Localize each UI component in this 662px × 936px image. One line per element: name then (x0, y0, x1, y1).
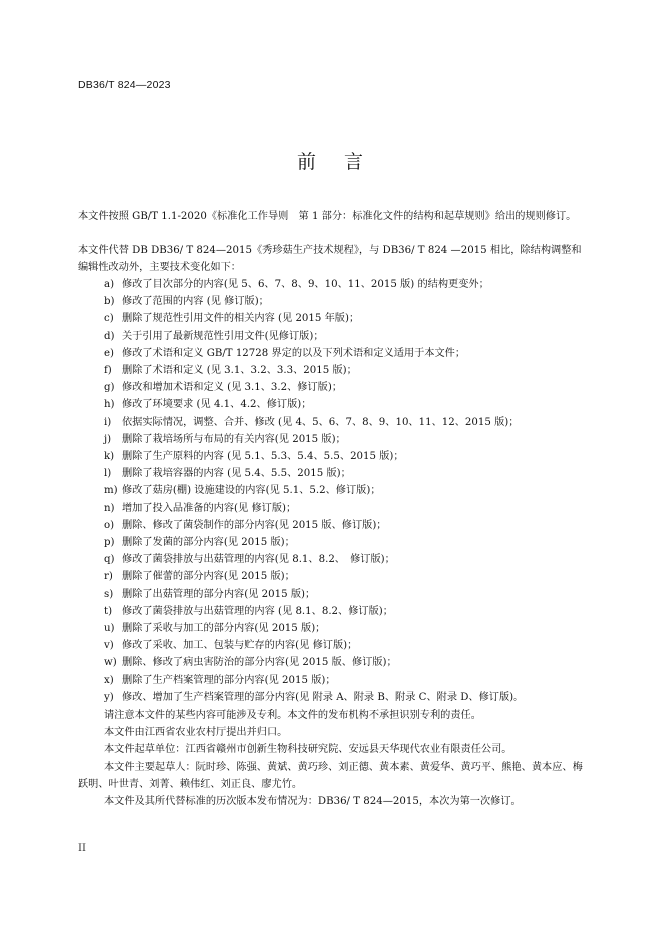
change-item-label: b) (104, 296, 115, 308)
change-item-label: l) (104, 468, 112, 480)
document-id: DB36/T 824—2023 (78, 79, 171, 91)
change-item-text: 修改了术语和定义 GB/T 12728 界定的以及下列术语和定义适用于本文件； (122, 347, 466, 359)
change-item-text: 修改了菇房(棚) 设施建设的内容(见 5.1、5.2、修订版)； (122, 485, 381, 497)
change-item-text: 依据实际情况，调整、合并、修改 (见 4、5、6、7、8、9、10、11、12、2015 版)； (122, 416, 519, 428)
change-item (104, 534, 590, 551)
change-item (104, 465, 590, 482)
change-item-text: 删除、修改了菌袋制作的部分内容(见 2015 版、修订版)； (122, 519, 387, 531)
change-item (104, 328, 590, 345)
change-item-text: 增加了投入品准备的内容(见 修订版)； (122, 502, 297, 514)
change-item-label: u) (104, 623, 115, 635)
change-item (104, 345, 590, 362)
change-item-text: 修改了范围的内容 (见 修订版)； (122, 296, 269, 308)
proposer-statement: 本文件由江西省农业农村厅提出并归口。 (104, 727, 288, 739)
change-item (104, 448, 590, 465)
change-item (104, 568, 590, 585)
change-item-text: 删除了采收与加工的部分内容(见 2015 版)； (122, 623, 326, 635)
change-item-text: 修改了环境要求 (见 4.1、4.2、修订版)； (122, 399, 312, 411)
change-item (104, 620, 590, 637)
change-item-label: e) (104, 347, 115, 359)
change-item-label: p) (104, 537, 115, 549)
change-item-label: x) (104, 674, 114, 686)
change-item-text: 删除了栽培场所与布局的有关内容(见 2015 版)； (122, 433, 346, 445)
change-item (104, 431, 590, 448)
page-title: 前言 (296, 151, 391, 173)
change-item-label: n) (104, 502, 115, 514)
change-item-label: f) (104, 365, 112, 377)
change-item-label: h) (104, 399, 115, 411)
change-item (104, 276, 590, 293)
change-item-label: q) (104, 554, 115, 566)
change-item-text: 删除了栽培容器的内容 (见 5.4、5.5、2015 版)； (122, 468, 351, 480)
change-item-text: 关于引用了最新规范性引用文件(见修订版)； (122, 330, 324, 342)
change-item-text: 修改、增加了生产档案管理的部分内容(见 附录 A、附录 B、附录 C、附录 D、修订版)。 (122, 691, 524, 703)
drafting-units: 本文件起草单位：江西省赣州市创新生物科技研究院、安远县天华现代农业有限责任公司。 (104, 744, 512, 756)
change-item (104, 414, 590, 431)
change-item-text: 修改了目次部分的内容(见 5、6、7、8、9、10、11、2015 版) 的结构更变外； (122, 279, 489, 290)
change-item-label: j) (104, 433, 112, 445)
change-item-label: d) (104, 330, 115, 342)
change-item-label: c) (104, 313, 114, 325)
change-item (104, 482, 590, 499)
change-item-label: i) (104, 416, 112, 428)
change-item (104, 672, 590, 689)
change-item (104, 551, 590, 568)
change-item-text: 修改了采收、加工、包装与贮存的内容(见 修订版)； (122, 640, 358, 652)
intro-paragraph-2: 本文件代替 DB DB36/ T 824—2015《秀珍菇生产技术规程》，与 DB36/ T 824 —2015 相比，除结构调整和编辑性改动外，主要技术变化如下： (78, 245, 582, 274)
change-item-text: 删除、修改了病虫害防治的部分内容(见 2015 版、修订版)； (122, 657, 397, 669)
page-number: II (78, 843, 86, 854)
change-item (104, 517, 590, 534)
change-item (104, 654, 590, 671)
change-item-label: r) (104, 571, 113, 583)
change-item (104, 637, 590, 654)
change-item-text: 修改了菌袋排放与出菇管理的内容 (见 8.1、8.2、修订版)； (122, 605, 393, 617)
change-item-label: t) (104, 605, 113, 617)
change-item-text: 删除了术语和定义 (见 3.1、3.2、3.3、2015 版)； (122, 365, 357, 377)
change-item-label: y) (104, 691, 114, 703)
change-item-text: 删除了生产档案管理的部分内容(见 2015 版)； (122, 674, 336, 686)
change-item-text: 删除了催蕾的部分内容(见 2015 版)； (122, 571, 295, 583)
change-item (104, 293, 590, 310)
change-item-text: 删除了规范性引用文件的相关内容 (见 2015 年版)； (122, 313, 360, 325)
change-item-text: 删除了生产原料的内容 (见 5.1、5.3、5.4、5.5、2015 版)； (122, 451, 404, 463)
drafters: 本文件主要起草人：阮时珍、陈强、黄斌、黄巧珍、刘正德、黄本素、黄爱华、黄巧平、熊艳、黄本应、梅跃明、叶世青、刘菁、赖伟红、刘正良、廖尤竹。 (78, 761, 583, 790)
change-item-label: w) (104, 657, 117, 669)
change-item-label: g) (104, 382, 115, 394)
change-item-label: v) (104, 640, 114, 652)
change-item (104, 310, 590, 327)
change-item-label: o) (104, 519, 115, 531)
change-item-label: k) (104, 451, 115, 463)
change-item (104, 379, 590, 396)
change-item (104, 362, 590, 379)
change-item-label: a) (104, 279, 115, 290)
change-item-label: s) (104, 588, 114, 600)
changes-list (104, 276, 590, 706)
change-item-label: m) (104, 485, 118, 497)
change-item (104, 586, 590, 603)
change-item-text: 删除了发菌的部分内容(见 2015 版)； (122, 537, 295, 549)
change-item-text: 删除了出菇管理的部分内容(见 2015 版)； (122, 588, 316, 600)
change-item-text: 修改了菌袋排放与出菇管理的内容(见 8.1、8.2、 修订版)； (122, 554, 395, 566)
closing-section (78, 707, 586, 810)
patent-notice: 请注意本文件的某些内容可能涉及专利。本文件的发布机构不承担识别专利的责任。 (104, 710, 481, 721)
change-item (104, 500, 590, 517)
intro-paragraph-1: 本文件按照 GB/T 1.1-2020《标准化工作导则 第 1 部分：标准化文件的结构和起草规则》给出的规则修订。 (78, 211, 577, 222)
change-item (104, 603, 590, 620)
version-history: 本文件及其所代替标准的历次版本发布情况为：DB36/ T 824—2015，本次为第一次修订。 (104, 796, 521, 808)
change-item (104, 396, 590, 413)
change-item (104, 689, 590, 706)
change-item-text: 修改和增加术语和定义 (见 3.1、3.2、修订版)； (122, 382, 343, 394)
